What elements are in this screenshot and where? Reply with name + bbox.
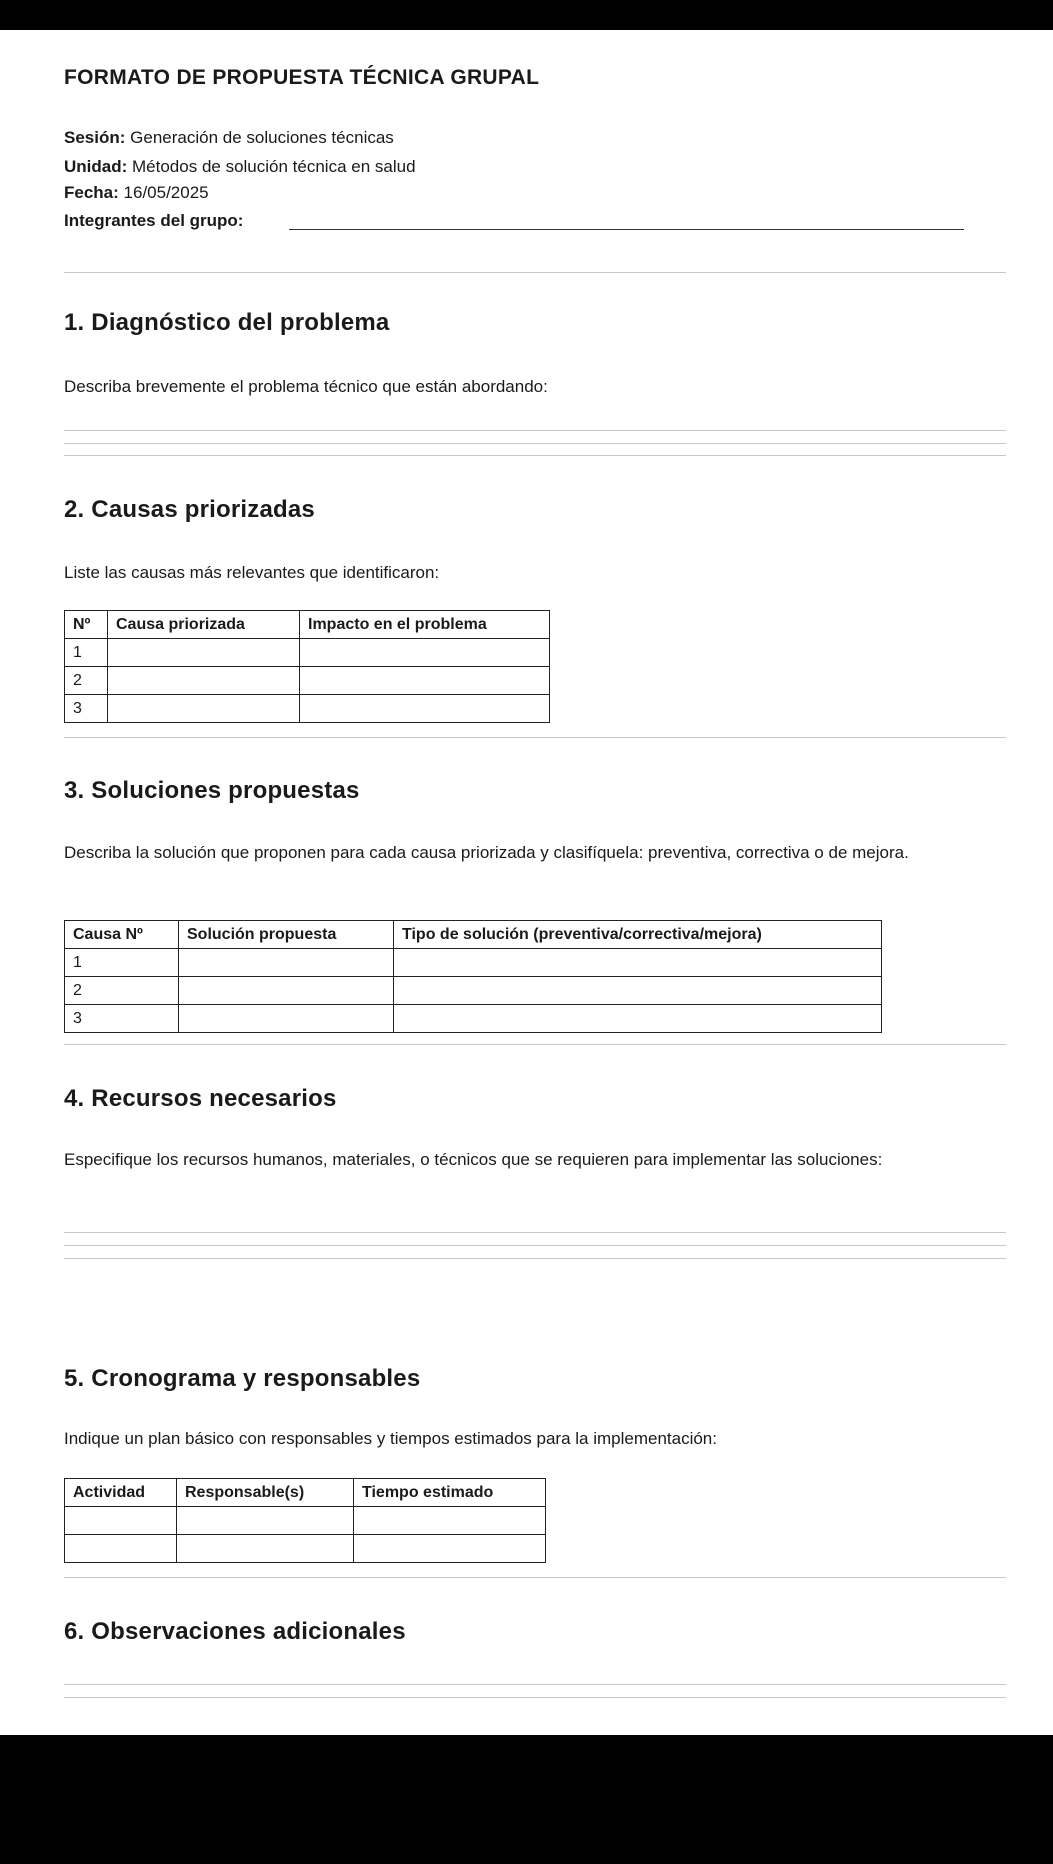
members-line bbox=[64, 211, 243, 231]
session-line bbox=[64, 128, 394, 148]
divider bbox=[64, 1577, 1006, 1578]
table-row bbox=[65, 949, 882, 977]
unit-line bbox=[64, 157, 416, 177]
cause-cell[interactable] bbox=[108, 639, 300, 667]
header-cause: Causa priorizada bbox=[108, 611, 300, 639]
impact-cell[interactable] bbox=[300, 695, 550, 723]
section-2-heading: 2. Causas priorizadas bbox=[64, 496, 315, 523]
responsible-cell[interactable] bbox=[177, 1535, 354, 1563]
section-5-heading: 5. Cronograma y responsables bbox=[64, 1365, 421, 1392]
section-6-heading: 6. Observaciones adicionales bbox=[64, 1618, 406, 1645]
table-row bbox=[65, 1507, 546, 1535]
header-number: Nº bbox=[65, 611, 108, 639]
solution-type-cell[interactable] bbox=[394, 977, 882, 1005]
header-cause-number: Causa Nº bbox=[65, 921, 179, 949]
document-page bbox=[0, 30, 1053, 1735]
answer-line[interactable] bbox=[64, 1258, 1006, 1259]
unit-value: Métodos de solución técnica en salud bbox=[132, 157, 416, 176]
answer-line[interactable] bbox=[64, 1697, 1006, 1698]
row-number: 1 bbox=[65, 639, 108, 667]
answer-line[interactable] bbox=[64, 430, 1006, 431]
solution-type-cell[interactable] bbox=[394, 949, 882, 977]
section-1-heading: 1. Diagnóstico del problema bbox=[64, 309, 390, 336]
date-value: 16/05/2025 bbox=[123, 183, 209, 202]
section-5-instructions: Indique un plan básico con responsables y tiempos estimados para la implementación: bbox=[64, 1429, 717, 1448]
section-2-instructions: Liste las causas más relevantes que identificaron: bbox=[64, 563, 440, 582]
section-1-instructions: Describa brevemente el problema técnico que están abordando: bbox=[64, 377, 548, 396]
causes-table bbox=[64, 610, 550, 723]
answer-line[interactable] bbox=[64, 443, 1006, 444]
table-header-row bbox=[65, 1479, 546, 1507]
row-number: 2 bbox=[65, 977, 179, 1005]
impact-cell[interactable] bbox=[300, 667, 550, 695]
section-3-heading: 3. Soluciones propuestas bbox=[64, 777, 360, 804]
header-responsible: Responsable(s) bbox=[177, 1479, 354, 1507]
section-4-instructions: Especifique los recursos humanos, materiales, o técnicos que se requieren para implementar las soluciones: bbox=[64, 1150, 883, 1169]
header-estimated-time: Tiempo estimado bbox=[354, 1479, 546, 1507]
responsible-cell[interactable] bbox=[177, 1507, 354, 1535]
table-row bbox=[65, 639, 550, 667]
date-line bbox=[64, 183, 209, 203]
header-impact: Impacto en el problema bbox=[300, 611, 550, 639]
divider bbox=[64, 737, 1006, 738]
date-label: Fecha: bbox=[64, 183, 119, 202]
table-row bbox=[65, 695, 550, 723]
section-4-heading: 4. Recursos necesarios bbox=[64, 1085, 337, 1112]
answer-line[interactable] bbox=[64, 455, 1006, 456]
solutions-table bbox=[64, 920, 882, 1033]
session-label: Sesión: bbox=[64, 128, 126, 147]
row-number: 3 bbox=[65, 695, 108, 723]
divider bbox=[64, 272, 1006, 273]
schedule-table bbox=[64, 1478, 546, 1563]
table-row bbox=[65, 1005, 882, 1033]
header-solution: Solución propuesta bbox=[179, 921, 394, 949]
unit-label: Unidad: bbox=[64, 157, 128, 176]
activity-cell[interactable] bbox=[65, 1507, 177, 1535]
time-cell[interactable] bbox=[354, 1535, 546, 1563]
document-title: FORMATO DE PROPUESTA TÉCNICA GRUPAL bbox=[64, 66, 540, 89]
section-3-instructions: Describa la solución que proponen para cada causa priorizada y clasifíquela: preventiva, correctiva o de mejora. bbox=[64, 843, 909, 862]
members-blank-line[interactable] bbox=[289, 229, 964, 230]
cause-cell[interactable] bbox=[108, 695, 300, 723]
header-solution-type: Tipo de solución (preventiva/correctiva/mejora) bbox=[394, 921, 882, 949]
answer-line[interactable] bbox=[64, 1232, 1006, 1233]
table-row bbox=[65, 1535, 546, 1563]
table-row bbox=[65, 977, 882, 1005]
members-label: Integrantes del grupo: bbox=[64, 211, 244, 230]
header-activity: Actividad bbox=[65, 1479, 177, 1507]
solution-cell[interactable] bbox=[179, 977, 394, 1005]
row-number: 1 bbox=[65, 949, 179, 977]
answer-line[interactable] bbox=[64, 1245, 1006, 1246]
session-value: Generación de soluciones técnicas bbox=[130, 128, 394, 147]
solution-cell[interactable] bbox=[179, 1005, 394, 1033]
row-number: 3 bbox=[65, 1005, 179, 1033]
impact-cell[interactable] bbox=[300, 639, 550, 667]
activity-cell[interactable] bbox=[65, 1535, 177, 1563]
cause-cell[interactable] bbox=[108, 667, 300, 695]
divider bbox=[64, 1044, 1006, 1045]
time-cell[interactable] bbox=[354, 1507, 546, 1535]
table-header-row bbox=[65, 611, 550, 639]
table-header-row bbox=[65, 921, 882, 949]
table-row bbox=[65, 667, 550, 695]
row-number: 2 bbox=[65, 667, 108, 695]
solution-cell[interactable] bbox=[179, 949, 394, 977]
answer-line[interactable] bbox=[64, 1684, 1006, 1685]
solution-type-cell[interactable] bbox=[394, 1005, 882, 1033]
